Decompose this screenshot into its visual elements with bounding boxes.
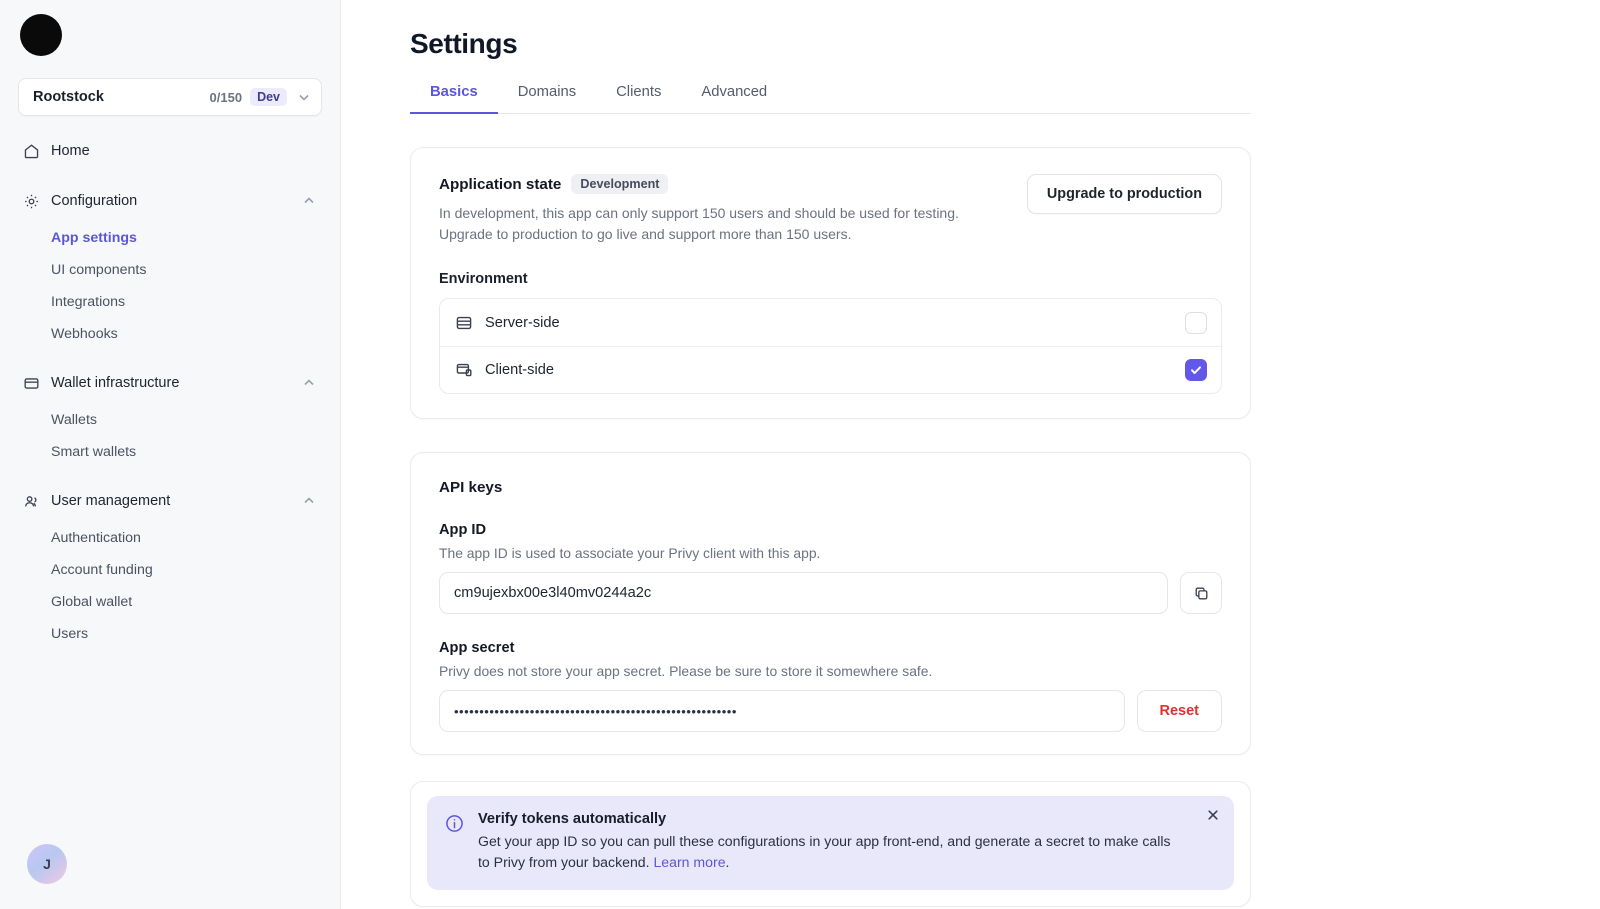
info-circle-icon xyxy=(444,813,465,834)
sidebar-subnav-wallet-infrastructure xyxy=(14,404,326,468)
sidebar-item-webhooks[interactable] xyxy=(14,318,326,350)
sidebar-item-label: Integrations xyxy=(51,294,126,310)
tab-label: Advanced xyxy=(701,84,768,100)
sidebar-item-home[interactable] xyxy=(14,134,326,168)
sidebar-item-label: Webhooks xyxy=(51,326,118,342)
close-icon[interactable] xyxy=(1204,806,1222,824)
sidebar-item-label: Account funding xyxy=(51,562,153,578)
sidebar-item-wallets[interactable] xyxy=(14,404,326,436)
environment-row-client-side[interactable] xyxy=(440,346,1221,393)
sidebar-item-label: Smart wallets xyxy=(51,444,137,460)
api-keys-title: API keys xyxy=(439,479,503,497)
sidebar-group-configuration xyxy=(14,184,326,350)
page-title: Settings xyxy=(410,28,518,59)
server-side-checkbox[interactable] xyxy=(1185,312,1207,334)
browser-icon xyxy=(454,361,473,380)
sidebar-item-users[interactable] xyxy=(14,618,326,650)
application-state-description: In development, this app can only support 150 users and should be used for testing. Upgrade to production to go live and support more than 150 users. xyxy=(439,205,959,242)
avatar: J xyxy=(27,844,67,884)
copy-icon xyxy=(1193,585,1210,602)
info-banner xyxy=(427,796,1234,890)
upgrade-to-production-button[interactable]: Upgrade to production xyxy=(1027,174,1222,214)
reset-app-secret-button[interactable]: Reset xyxy=(1137,690,1223,732)
sidebar-item-ui-components[interactable] xyxy=(14,254,326,286)
user-menu[interactable] xyxy=(27,844,67,884)
logo-container[interactable] xyxy=(0,0,340,56)
tab-label: Basics xyxy=(430,84,478,100)
app-id-label: App ID xyxy=(439,522,487,539)
sidebar-group-label: User management xyxy=(51,493,171,509)
sidebar-group-wallet-infrastructure xyxy=(14,366,326,468)
api-keys-card xyxy=(410,452,1251,755)
main-content xyxy=(341,0,1600,909)
environment-label: Environment xyxy=(439,271,528,288)
sidebar-group-header-user-management[interactable] xyxy=(14,484,326,518)
sidebar-item-smart-wallets[interactable] xyxy=(14,436,326,468)
gear-icon xyxy=(22,192,40,210)
sidebar-subnav-user-management xyxy=(14,522,326,650)
sidebar-item-label: Authentication xyxy=(51,530,141,546)
org-env-badge: Dev xyxy=(250,88,287,106)
app-secret-input[interactable]: •••••••••••••••••••••••••••••••••••••••••••••••••••••••• xyxy=(439,690,1125,732)
status-badge: Development xyxy=(571,174,668,194)
app-id-input[interactable]: cm9ujexbx00e3l40mv0244a2c xyxy=(439,572,1168,614)
sidebar-item-label: Home xyxy=(51,143,90,159)
sidebar-group-label: Configuration xyxy=(51,193,138,209)
sidebar-nav xyxy=(0,134,340,650)
app-id-help-text: The app ID is used to associate your Privy client with this app. xyxy=(439,545,821,562)
home-icon xyxy=(22,142,40,160)
sidebar-item-label: Global wallet xyxy=(51,594,133,610)
chevron-up-icon xyxy=(300,374,318,392)
environment-name: Server-side xyxy=(485,314,560,331)
environment-list xyxy=(439,298,1222,394)
tab-bar xyxy=(410,84,1251,114)
banner-title: Verify tokens automatically xyxy=(478,811,667,828)
app-secret-label: App secret xyxy=(439,640,515,657)
wallet-icon xyxy=(22,374,40,392)
org-user-count: 0/150 xyxy=(209,89,243,105)
banner-text xyxy=(478,831,1178,873)
privy-logo-icon xyxy=(20,14,62,56)
sidebar-subnav-configuration xyxy=(14,222,326,350)
application-state-card xyxy=(410,147,1251,419)
tab-advanced[interactable] xyxy=(681,84,787,113)
users-icon xyxy=(22,492,40,510)
tab-label: Domains xyxy=(517,84,577,100)
chevron-up-icon xyxy=(300,192,318,210)
environment-row-server-side[interactable] xyxy=(440,299,1221,346)
tab-basics[interactable] xyxy=(410,84,498,113)
sidebar-group-header-wallet-infrastructure[interactable] xyxy=(14,366,326,400)
sidebar-item-label: Users xyxy=(51,626,89,642)
banner-text-suffix: . xyxy=(725,854,730,871)
sidebar-item-integrations[interactable] xyxy=(14,286,326,318)
sidebar xyxy=(0,0,341,909)
sidebar-item-label: UI components xyxy=(51,262,147,278)
banner-body: Get your app ID so you can pull these configurations in your app front-end, and generate a secret to make calls to Privy from your backend. xyxy=(478,833,1171,871)
sidebar-item-authentication[interactable] xyxy=(14,522,326,554)
learn-more-link[interactable]: Learn more xyxy=(653,854,726,871)
chevron-up-icon xyxy=(300,492,318,510)
sidebar-item-label: App settings xyxy=(51,230,137,246)
sidebar-group-user-management xyxy=(14,484,326,650)
application-state-label: Application state xyxy=(439,175,562,193)
client-side-checkbox[interactable] xyxy=(1185,359,1207,381)
sidebar-group-label: Wallet infrastructure xyxy=(51,375,180,391)
sidebar-item-app-settings[interactable] xyxy=(14,222,326,254)
environment-name: Client-side xyxy=(485,362,554,379)
sidebar-item-account-funding[interactable] xyxy=(14,554,326,586)
tab-domains[interactable] xyxy=(498,84,596,113)
chevron-down-icon xyxy=(295,88,313,106)
verify-tokens-card xyxy=(410,781,1251,907)
tab-clients[interactable] xyxy=(596,84,681,113)
server-icon xyxy=(454,313,473,332)
app-secret-help-text: Privy does not store your app secret. Please be sure to store it somewhere safe. xyxy=(439,663,933,680)
sidebar-item-label: Wallets xyxy=(51,412,97,428)
copy-app-id-button[interactable] xyxy=(1180,572,1222,614)
sidebar-item-global-wallet[interactable] xyxy=(14,586,326,618)
org-switcher[interactable] xyxy=(18,78,322,116)
org-name: Rootstock xyxy=(33,89,104,105)
sidebar-group-header-configuration[interactable] xyxy=(14,184,326,218)
tab-label: Clients xyxy=(616,84,662,100)
